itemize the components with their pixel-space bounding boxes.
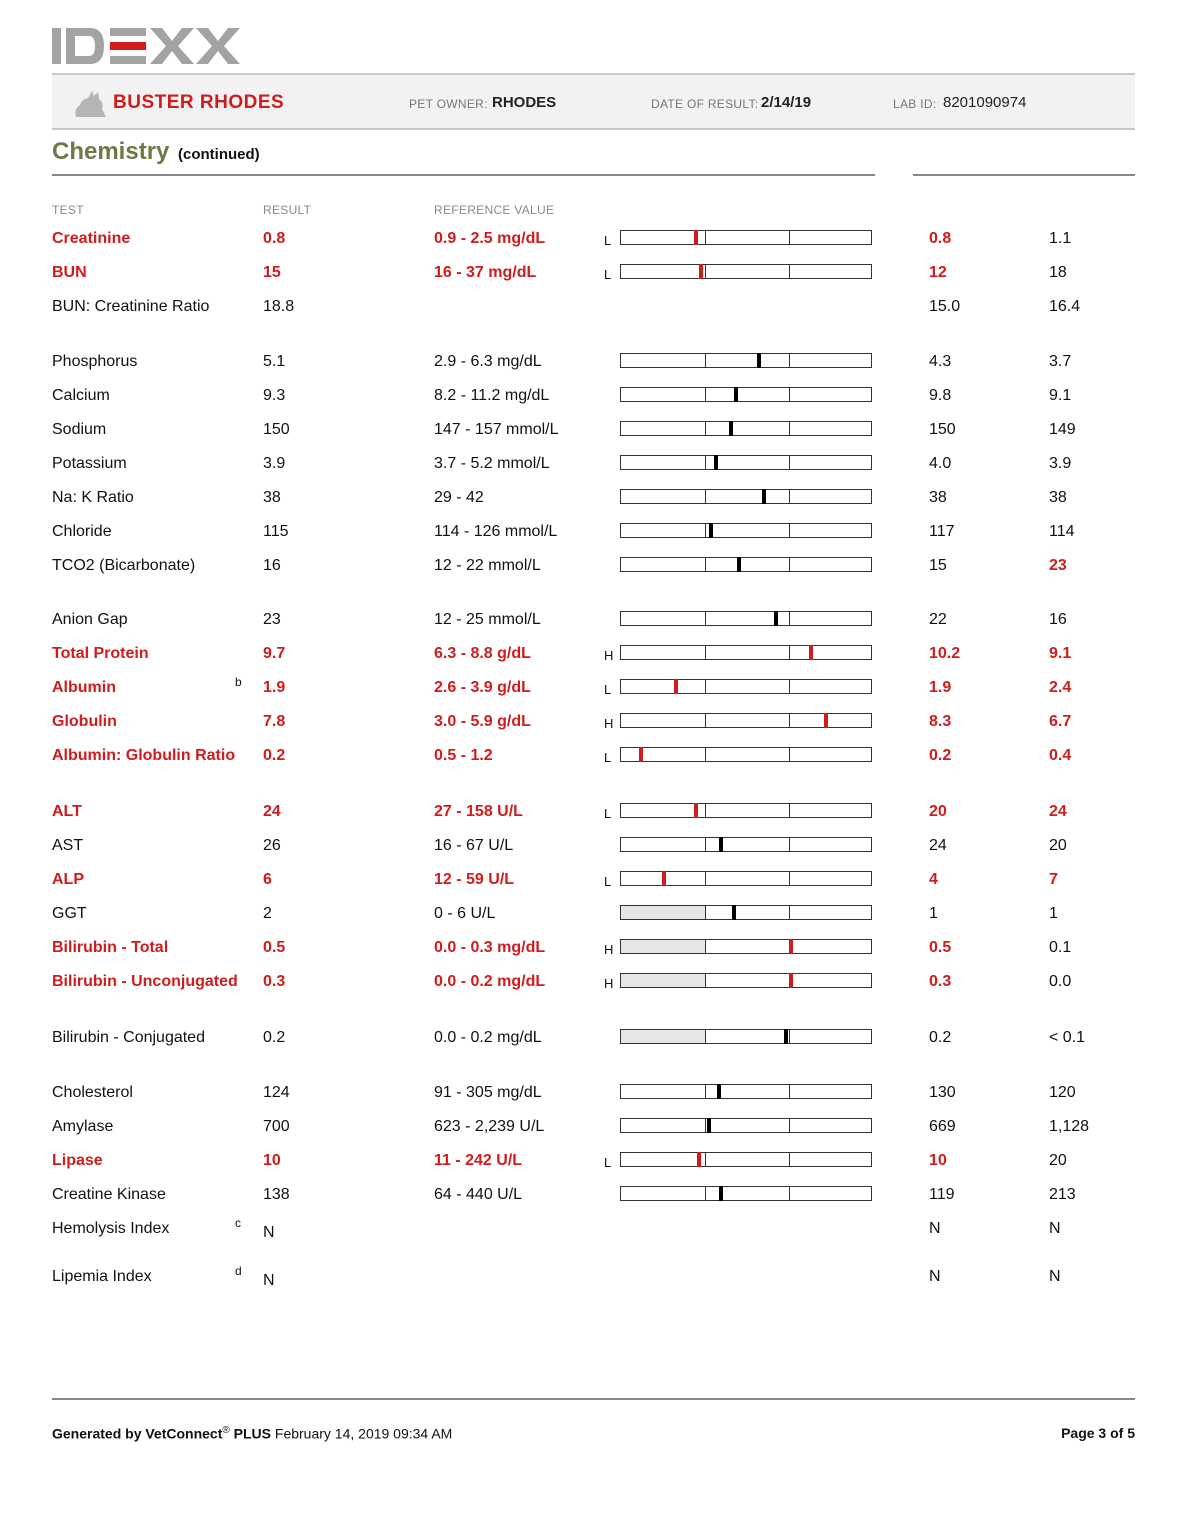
- reference-range: 16 - 67 U/L: [434, 837, 514, 854]
- range-bar-shade: [621, 906, 705, 919]
- footnote-marker: c: [235, 1216, 241, 1230]
- range-bar: [620, 489, 872, 504]
- range-bar-divider: [705, 558, 706, 571]
- result-marker: [674, 679, 678, 694]
- test-result: 115: [263, 523, 289, 540]
- range-bar: [620, 973, 872, 988]
- previous-result-1: 4: [929, 871, 938, 888]
- previous-result-1: N: [929, 1220, 941, 1237]
- test-name: Bilirubin - Total: [52, 939, 169, 956]
- range-bar-divider: [789, 1119, 790, 1132]
- test-name: Albumin: Globulin Ratio: [52, 747, 236, 764]
- range-bar-divider: [789, 872, 790, 885]
- flag-indicator: H: [604, 942, 614, 957]
- range-bar-divider: [705, 456, 706, 469]
- range-bar: [620, 905, 872, 920]
- result-marker: [789, 939, 793, 954]
- test-result: 10: [263, 1152, 281, 1169]
- result-marker: [699, 264, 703, 279]
- previous-result-2: 3.7: [1049, 353, 1072, 370]
- previous-result-2: 18: [1049, 264, 1067, 281]
- reference-range: 2.9 - 6.3 mg/dL: [434, 353, 542, 370]
- previous-result-2: 38: [1049, 489, 1067, 506]
- test-name: Anion Gap: [52, 611, 128, 628]
- test-name: TCO2 (Bicarbonate): [52, 557, 196, 574]
- range-bar-divider: [705, 974, 706, 987]
- col-header-result: RESULT: [263, 203, 312, 217]
- range-bar-divider: [705, 265, 706, 278]
- previous-result-2: 16.4: [1049, 298, 1081, 315]
- test-name: Calcium: [52, 387, 110, 404]
- reference-range: 0.0 - 0.3 mg/dL: [434, 939, 546, 956]
- test-name: Lipemia Index: [52, 1268, 152, 1285]
- test-name: Total Protein: [52, 645, 149, 662]
- idexx-logo: [52, 28, 240, 64]
- range-bar-divider: [789, 748, 790, 761]
- reference-range: 3.7 - 5.2 mmol/L: [434, 455, 550, 472]
- result-marker: [709, 523, 713, 538]
- footnote-marker: b: [235, 675, 242, 689]
- test-result: 0.8: [263, 230, 286, 247]
- lab-value: 8201090974: [943, 94, 1027, 111]
- range-bar: [620, 1084, 872, 1099]
- result-marker: [734, 387, 738, 402]
- test-result: 9.3: [263, 387, 286, 404]
- flag-indicator: L: [604, 1155, 612, 1170]
- date-label: DATE OF RESULT:: [651, 97, 759, 111]
- reference-range: 27 - 158 U/L: [434, 803, 523, 820]
- range-bar: [620, 455, 872, 470]
- test-name: Amylase: [52, 1118, 114, 1135]
- test-name: Hemolysis Index: [52, 1220, 170, 1237]
- flag-indicator: L: [604, 750, 612, 765]
- footer-generated-by: Generated by VetConnect: [52, 1425, 223, 1442]
- test-result: 0.2: [263, 1029, 286, 1046]
- test-name: Phosphorus: [52, 353, 138, 370]
- test-name: Bilirubin - Conjugated: [52, 1029, 205, 1046]
- previous-result-2: 0.1: [1049, 939, 1072, 956]
- test-name: BUN: [52, 264, 87, 281]
- result-marker: [789, 973, 793, 988]
- test-result: 23: [263, 611, 281, 628]
- range-bar: [620, 803, 872, 818]
- flag-indicator: L: [604, 267, 612, 282]
- reference-range: 0.0 - 0.2 mg/dL: [434, 973, 546, 990]
- range-bar-divider: [789, 558, 790, 571]
- range-bar-divider: [705, 612, 706, 625]
- previous-result-2: 149: [1049, 421, 1076, 438]
- test-name: Creatinine: [52, 230, 131, 247]
- reference-range: 8.2 - 11.2 mg/dL: [434, 387, 550, 404]
- range-bar-divider: [705, 906, 706, 919]
- previous-result-2: 24: [1049, 803, 1067, 820]
- previous-result-2: 6.7: [1049, 713, 1072, 730]
- reference-range: 12 - 59 U/L: [434, 871, 515, 888]
- reference-range: 623 - 2,239 U/L: [434, 1118, 545, 1135]
- previous-result-1: 9.8: [929, 387, 952, 404]
- test-name: ALP: [52, 871, 84, 888]
- reference-range: 3.0 - 5.9 g/dL: [434, 713, 531, 730]
- range-bar-divider: [705, 422, 706, 435]
- range-bar-divider: [789, 646, 790, 659]
- test-result: 6: [263, 871, 272, 888]
- previous-result-2: 20: [1049, 837, 1067, 854]
- previous-result-1: 10: [929, 1152, 947, 1169]
- test-result: 124: [263, 1084, 290, 1101]
- previous-result-2: 16: [1049, 611, 1067, 628]
- test-name: GGT: [52, 905, 87, 922]
- section-rule-history: [913, 174, 1135, 176]
- date-value: 2/14/19: [761, 94, 812, 111]
- previous-result-2: 213: [1049, 1186, 1076, 1203]
- reference-range: 0 - 6 U/L: [434, 905, 496, 922]
- previous-result-2: 1: [1049, 905, 1058, 922]
- result-marker: [809, 645, 813, 660]
- reference-range: 64 - 440 U/L: [434, 1186, 523, 1203]
- result-marker: [694, 230, 698, 245]
- previous-result-2: 120: [1049, 1084, 1076, 1101]
- reference-range: 0.9 - 2.5 mg/dL: [434, 230, 546, 247]
- test-result: 138: [263, 1186, 290, 1203]
- range-bar-divider: [705, 1119, 706, 1132]
- previous-result-2: 0.0: [1049, 973, 1072, 990]
- previous-result-1: 0.5: [929, 939, 952, 956]
- result-marker: [717, 1084, 721, 1099]
- previous-result-1: 0.3: [929, 973, 952, 990]
- result-marker: [732, 905, 736, 920]
- previous-result-1: 4.3: [929, 353, 952, 370]
- registered-mark: ®: [222, 1425, 230, 1436]
- result-marker: [707, 1118, 711, 1133]
- reference-range: 6.3 - 8.8 g/dL: [434, 645, 531, 662]
- previous-result-1: 119: [929, 1186, 955, 1203]
- reference-range: 12 - 25 mmol/L: [434, 611, 541, 628]
- test-result: 700: [263, 1118, 290, 1135]
- reference-range: 0.0 - 0.2 mg/dL: [434, 1029, 542, 1046]
- previous-result-1: N: [929, 1268, 941, 1285]
- test-result: 0.2: [263, 747, 286, 764]
- range-bar-divider: [789, 1187, 790, 1200]
- reference-range: 29 - 42: [434, 489, 484, 506]
- range-bar: [620, 713, 872, 728]
- previous-result-1: 38: [929, 489, 947, 506]
- owner-value: RHODES: [492, 94, 557, 111]
- flag-indicator: L: [604, 682, 612, 697]
- result-marker: [737, 557, 741, 572]
- range-bar-shade: [621, 940, 705, 953]
- range-bar: [620, 421, 872, 436]
- result-marker: [824, 713, 828, 728]
- previous-result-1: 1.9: [929, 679, 952, 696]
- section-subtitle: (continued): [178, 146, 260, 163]
- reference-range: 12 - 22 mmol/L: [434, 557, 541, 574]
- flag-indicator: H: [604, 648, 614, 663]
- range-bar: [620, 1029, 872, 1044]
- test-result: 26: [263, 837, 281, 854]
- range-bar-divider: [789, 838, 790, 851]
- test-result: 2: [263, 905, 272, 922]
- range-bar-divider: [789, 1153, 790, 1166]
- range-bar-divider: [705, 838, 706, 851]
- range-bar-divider: [705, 490, 706, 503]
- result-marker: [697, 1152, 701, 1167]
- range-bar-divider: [789, 388, 790, 401]
- range-bar: [620, 1186, 872, 1201]
- range-bar: [620, 1118, 872, 1133]
- range-bar: [620, 264, 872, 279]
- range-bar-shade: [621, 974, 705, 987]
- range-bar: [620, 837, 872, 852]
- test-result: 1.9: [263, 679, 286, 696]
- previous-result-2: 114: [1049, 523, 1075, 540]
- test-result: 24: [263, 803, 281, 820]
- range-bar-divider: [789, 906, 790, 919]
- patient-header: [52, 73, 1135, 130]
- previous-result-1: 4.0: [929, 455, 952, 472]
- test-name: BUN: Creatinine Ratio: [52, 298, 210, 315]
- range-bar-divider: [789, 612, 790, 625]
- section-rule-main: [52, 174, 875, 176]
- previous-result-2: 9.1: [1049, 387, 1072, 404]
- test-result: 3.9: [263, 455, 286, 472]
- result-marker: [762, 489, 766, 504]
- previous-result-1: 0.8: [929, 230, 952, 247]
- footer-product: PLUS: [233, 1425, 271, 1442]
- range-bar: [620, 523, 872, 538]
- test-name: Albumin: [52, 679, 116, 696]
- test-result: N: [263, 1224, 275, 1241]
- previous-result-1: 15.0: [929, 298, 961, 315]
- result-marker: [714, 455, 718, 470]
- range-bar-divider: [705, 646, 706, 659]
- test-name: Sodium: [52, 421, 107, 438]
- range-bar-divider: [705, 1030, 706, 1043]
- range-bar-divider: [789, 354, 790, 367]
- previous-result-1: 20: [929, 803, 947, 820]
- test-result: 5.1: [263, 353, 286, 370]
- range-bar: [620, 871, 872, 886]
- reference-range: 114 - 126 mmol/L: [434, 523, 558, 540]
- reference-range: 11 - 242 U/L: [434, 1152, 523, 1169]
- test-name: ALT: [52, 803, 82, 820]
- range-bar-divider: [705, 804, 706, 817]
- range-bar-divider: [705, 231, 706, 244]
- previous-result-2: 3.9: [1049, 455, 1072, 472]
- previous-result-1: 15: [929, 557, 947, 574]
- flag-indicator: L: [604, 874, 612, 889]
- previous-result-2: 0.4: [1049, 747, 1072, 764]
- test-result: 38: [263, 489, 281, 506]
- range-bar-divider: [789, 714, 790, 727]
- test-name: Lipase: [52, 1152, 103, 1169]
- previous-result-1: 0.2: [929, 1029, 952, 1046]
- reference-range: 147 - 157 mmol/L: [434, 421, 559, 438]
- result-marker: [694, 803, 698, 818]
- test-name: AST: [52, 837, 84, 854]
- previous-result-1: 8.3: [929, 713, 952, 730]
- patient-name: BUSTER RHODES: [113, 92, 285, 113]
- test-name: Na: K Ratio: [52, 489, 134, 506]
- footer-rule: [52, 1398, 1135, 1400]
- footer-generated: [52, 1425, 452, 1442]
- lab-label: LAB ID:: [893, 97, 937, 111]
- flag-indicator: H: [604, 716, 614, 731]
- range-bar-divider: [705, 680, 706, 693]
- previous-result-2: 7: [1049, 871, 1058, 888]
- owner-label: PET OWNER:: [409, 97, 488, 111]
- range-bar-divider: [705, 524, 706, 537]
- section-title: Chemistry: [52, 138, 170, 165]
- result-marker: [729, 421, 733, 436]
- col-header-test: TEST: [52, 203, 84, 217]
- range-bar-divider: [705, 714, 706, 727]
- col-header-reference: REFERENCE VALUE: [434, 203, 555, 217]
- previous-result-1: 0.2: [929, 747, 952, 764]
- previous-result-1: 24: [929, 837, 947, 854]
- range-bar-divider: [705, 1085, 706, 1098]
- previous-result-1: 150: [929, 421, 956, 438]
- result-marker: [774, 611, 778, 626]
- range-bar-divider: [789, 1030, 790, 1043]
- previous-result-1: 22: [929, 611, 947, 628]
- reference-range: 2.6 - 3.9 g/dL: [434, 679, 531, 696]
- previous-result-1: 10.2: [929, 645, 961, 662]
- flag-indicator: L: [604, 806, 612, 821]
- reference-range: 0.5 - 1.2: [434, 747, 493, 764]
- result-marker: [639, 747, 643, 762]
- previous-result-1: 669: [929, 1118, 956, 1135]
- test-result: 150: [263, 421, 290, 438]
- previous-result-2: N: [1049, 1268, 1061, 1285]
- range-bar: [620, 611, 872, 626]
- range-bar-divider: [789, 490, 790, 503]
- result-marker: [719, 837, 723, 852]
- test-name: Bilirubin - Unconjugated: [52, 973, 238, 990]
- range-bar-divider: [789, 680, 790, 693]
- range-bar: [620, 557, 872, 572]
- previous-result-2: 2.4: [1049, 679, 1072, 696]
- test-result: 0.3: [263, 973, 286, 990]
- page-number: Page 3 of 5: [1061, 1425, 1135, 1441]
- range-bar-divider: [705, 354, 706, 367]
- result-marker: [784, 1029, 788, 1044]
- previous-result-2: < 0.1: [1049, 1029, 1086, 1046]
- range-bar-divider: [705, 1153, 706, 1166]
- previous-result-2: 1,128: [1049, 1118, 1090, 1135]
- range-bar-divider: [705, 940, 706, 953]
- range-bar-divider: [705, 748, 706, 761]
- range-bar: [620, 230, 872, 245]
- range-bar-divider: [789, 804, 790, 817]
- range-bar: [620, 939, 872, 954]
- flag-indicator: L: [604, 233, 612, 248]
- previous-result-2: 20: [1049, 1152, 1067, 1169]
- footnote-marker: d: [235, 1264, 242, 1278]
- test-name: Cholesterol: [52, 1084, 133, 1101]
- previous-result-2: N: [1049, 1220, 1061, 1237]
- test-result: 18.8: [263, 298, 295, 315]
- previous-result-1: 130: [929, 1084, 956, 1101]
- range-bar-divider: [789, 265, 790, 278]
- previous-result-2: 23: [1049, 557, 1067, 574]
- reference-range: 16 - 37 mg/dL: [434, 264, 537, 281]
- range-bar: [620, 387, 872, 402]
- range-bar: [620, 747, 872, 762]
- range-bar-divider: [705, 388, 706, 401]
- test-result: 16: [263, 557, 281, 574]
- range-bar-divider: [789, 231, 790, 244]
- flag-indicator: H: [604, 976, 614, 991]
- range-bar: [620, 679, 872, 694]
- range-bar-divider: [789, 524, 790, 537]
- result-marker: [757, 353, 761, 368]
- result-marker: [719, 1186, 723, 1201]
- range-bar-divider: [705, 1187, 706, 1200]
- range-bar: [620, 1152, 872, 1167]
- cat-icon: [72, 89, 108, 119]
- range-bar-divider: [789, 456, 790, 469]
- range-bar: [620, 645, 872, 660]
- test-name: Globulin: [52, 713, 117, 730]
- previous-result-1: 1: [929, 905, 938, 922]
- test-name: Chloride: [52, 523, 112, 540]
- range-bar-divider: [705, 872, 706, 885]
- footer-timestamp: February 14, 2019 09:34 AM: [274, 1425, 453, 1442]
- test-result: 15: [263, 264, 281, 281]
- test-name: Creatine Kinase: [52, 1186, 166, 1203]
- range-bar: [620, 353, 872, 368]
- reference-range: 91 - 305 mg/dL: [434, 1084, 542, 1101]
- range-bar-shade: [621, 1030, 705, 1043]
- test-result: 7.8: [263, 713, 286, 730]
- test-result: 0.5: [263, 939, 286, 956]
- previous-result-2: 1.1: [1049, 230, 1072, 247]
- previous-result-1: 12: [929, 264, 947, 281]
- test-result: 9.7: [263, 645, 286, 662]
- test-name: Potassium: [52, 455, 127, 472]
- test-result: N: [263, 1272, 275, 1289]
- previous-result-1: 117: [929, 523, 955, 540]
- result-marker: [662, 871, 666, 886]
- previous-result-2: 9.1: [1049, 645, 1072, 662]
- range-bar-divider: [789, 1085, 790, 1098]
- range-bar-divider: [789, 422, 790, 435]
